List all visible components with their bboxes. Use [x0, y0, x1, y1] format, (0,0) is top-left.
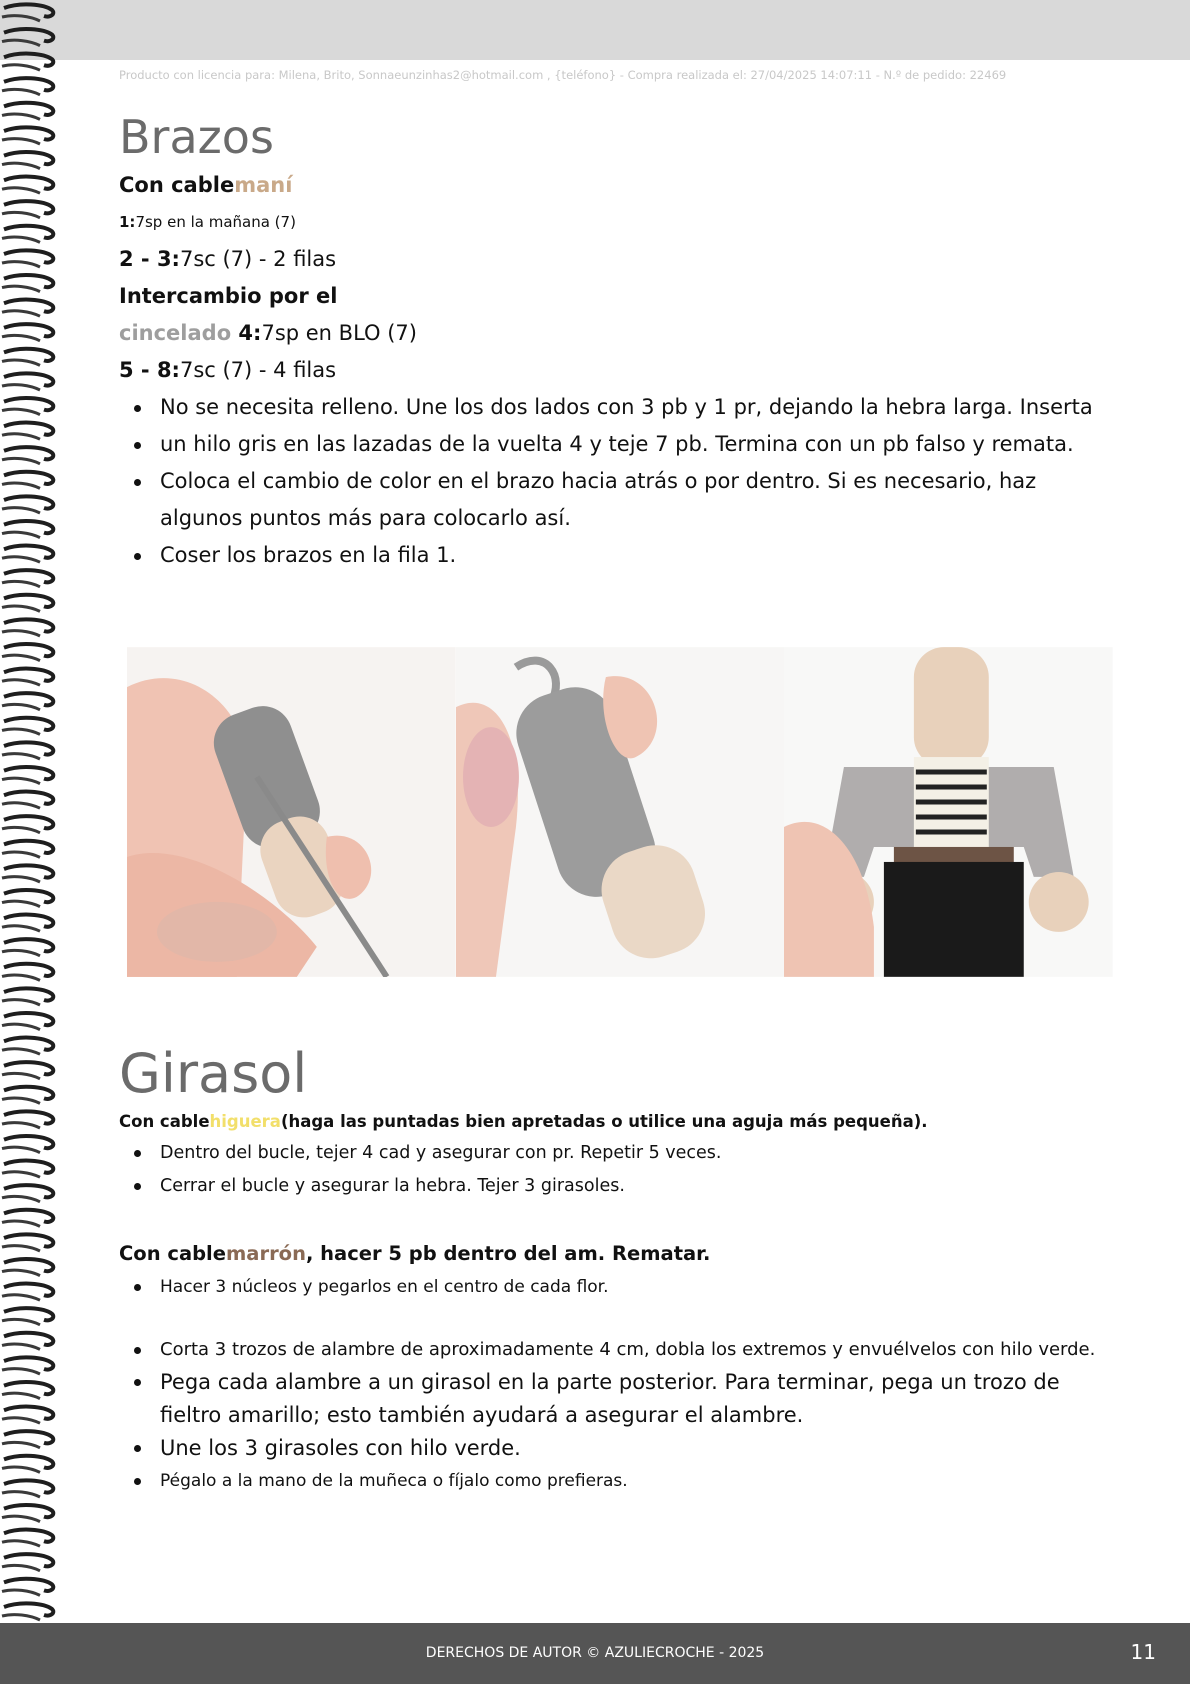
- list-item: un hilo gris en las lazadas de la vuelta 4 y teje 7 pb. Termina con un pb falso y remata.: [119, 426, 1119, 463]
- spiral-ring-shadow: [2, 65, 40, 70]
- spiral-ring-shadow: [2, 975, 40, 980]
- girasol-assembly-steps: [119, 1333, 1119, 1497]
- spiral-ring-shadow: [2, 508, 40, 513]
- spiral-ring-shadow: [2, 1246, 40, 1251]
- spiral-ring-shadow: [2, 1590, 40, 1595]
- brazos-row-4: cincelado 4:7sp en BLO (7): [119, 321, 417, 346]
- list-item: Cerrar el bucle y asegurar la hebra. Tejer 3 girasoles.: [119, 1170, 1119, 1203]
- list-item: Coloca el cambio de color en el brazo hacia atrás o por dentro. Si es necesario, haz algunos puntos más para colocarlo así.: [119, 463, 1119, 537]
- spiral-ring-shadow: [2, 1172, 40, 1177]
- girasol-center-steps: [119, 1271, 1119, 1303]
- girasol-title: Girasol: [119, 1042, 308, 1105]
- spiral-ring-shadow: [2, 458, 40, 463]
- brazos-photo-row: [127, 647, 1113, 977]
- list-item: Coser los brazos en la fila 1.: [119, 537, 1119, 574]
- spiral-ring-shadow: [2, 262, 40, 267]
- spiral-ring-shadow: [2, 803, 40, 808]
- spiral-ring-shadow: [2, 680, 40, 685]
- spiral-ring-shadow: [2, 1024, 40, 1029]
- page-footer: [0, 1623, 1190, 1684]
- spiral-ring-shadow: [2, 139, 40, 144]
- spiral-ring-shadow: [2, 901, 40, 906]
- list-item: Pégalo a la mano de la muñeca o fíjalo como prefieras.: [119, 1465, 1119, 1497]
- spiral-ring-shadow: [2, 114, 40, 119]
- brazos-row-2: 2 - 3:7sc (7) - 2 filas: [119, 247, 337, 272]
- spiral-ring-shadow: [2, 1442, 40, 1447]
- spiral-ring-shadow: [2, 655, 40, 660]
- spiral-ring-shadow: [2, 40, 40, 45]
- spiral-ring-shadow: [2, 754, 40, 759]
- spiral-ring-shadow: [2, 1492, 40, 1497]
- spiral-ring-shadow: [2, 188, 40, 193]
- spiral-ring-shadow: [2, 1073, 40, 1078]
- spiral-ring-shadow: [2, 89, 40, 94]
- spiral-ring-shadow: [2, 1147, 40, 1152]
- list-item: Corta 3 trozos de alambre de aproximadamente 4 cm, dobla los extremos y envuélvelos con hilo verde.: [119, 1333, 1119, 1366]
- spiral-ring-shadow: [2, 950, 40, 955]
- spiral-ring-shadow: [2, 1344, 40, 1349]
- page-header-band: [0, 0, 1190, 60]
- spiral-ring-shadow: [2, 16, 40, 21]
- spiral-ring-shadow: [2, 877, 40, 882]
- brazos-title: Brazos: [119, 110, 274, 164]
- brazos-row-1: 1:7sp en la mañana (7): [119, 213, 296, 232]
- brazos-row-5: 5 - 8:7sc (7) - 4 filas: [119, 358, 337, 383]
- copyright-notice: DERECHOS DE AUTOR © AZULIECROCHE - 2025: [425, 1645, 765, 1661]
- girasol-cable-line: Con cablehiguera(haga las puntadas bien apretadas o utilice una aguja más pequeña).: [119, 1111, 928, 1131]
- girasol-petal-steps: [119, 1137, 1119, 1203]
- brazos-instructions: [119, 389, 1119, 574]
- page-content: [119, 110, 1119, 574]
- spiral-ring-shadow: [2, 385, 40, 390]
- girasol-center-line: Con cablemarrón, hacer 5 pb dentro del am. Rematar.: [119, 1241, 711, 1265]
- spiral-ring-shadow: [2, 1270, 40, 1275]
- spiral-ring-shadow: [2, 163, 40, 168]
- spiral-ring-shadow: [2, 1098, 40, 1103]
- spiral-ring-shadow: [2, 1393, 40, 1398]
- spiral-ring-shadow: [2, 212, 40, 217]
- list-item: Une los 3 girasoles con hilo verde.: [119, 1432, 1119, 1465]
- spiral-ring-shadow: [2, 237, 40, 242]
- spiral-ring-shadow: [2, 1049, 40, 1054]
- girasol-section: [119, 1042, 1119, 1497]
- spiral-ring-shadow: [2, 557, 40, 562]
- spiral-ring-shadow: [2, 1295, 40, 1300]
- spiral-binding: [0, 0, 62, 1684]
- spiral-ring-shadow: [2, 1565, 40, 1570]
- spiral-ring-shadow: [2, 1418, 40, 1423]
- spiral-ring-shadow: [2, 1123, 40, 1128]
- spiral-ring-shadow: [2, 483, 40, 488]
- list-item: Dentro del bucle, tejer 4 cad y asegurar con pr. Repetir 5 veces.: [119, 1137, 1119, 1170]
- spiral-ring-shadow: [2, 409, 40, 414]
- list-item: Hacer 3 núcleos y pegarlos en el centro de cada flor.: [119, 1271, 1119, 1303]
- spiral-ring-shadow: [2, 606, 40, 611]
- list-item: Pega cada alambre a un girasol en la parte posterior. Para terminar, pega un trozo de fieltro amarillo; esto también ayudará a asegurar el alambre.: [119, 1366, 1119, 1432]
- page-number: 11: [1130, 1640, 1156, 1664]
- spiral-ring-shadow: [2, 729, 40, 734]
- spiral-ring-shadow: [2, 581, 40, 586]
- spiral-ring-shadow: [2, 532, 40, 537]
- spiral-ring-shadow: [2, 360, 40, 365]
- spiral-ring-shadow: [2, 311, 40, 316]
- spiral-ring-shadow: [2, 286, 40, 291]
- brazos-exchange: Intercambio por el: [119, 284, 338, 309]
- photo-finished-arm: [456, 647, 785, 977]
- spiral-ring-shadow: [2, 1196, 40, 1201]
- spiral-ring-shadow: [2, 631, 40, 636]
- spiral-ring-shadow: [2, 704, 40, 709]
- spiral-ring-shadow: [2, 1467, 40, 1472]
- spiral-ring-shadow: [2, 1541, 40, 1546]
- spiral-ring-shadow: [2, 1615, 40, 1620]
- spiral-ring-shadow: [2, 1319, 40, 1324]
- spiral-ring-shadow: [2, 1221, 40, 1226]
- spiral-ring-shadow: [2, 1369, 40, 1374]
- spiral-ring-shadow: [2, 827, 40, 832]
- spiral-ring-shadow: [2, 335, 40, 340]
- photo-sewing-arm: [127, 647, 456, 977]
- spiral-ring-shadow: [2, 926, 40, 931]
- photo-doll-with-jacket: [784, 647, 1113, 977]
- spiral-ring-shadow: [2, 434, 40, 439]
- license-notice: Producto con licencia para: Milena, Brito, Sonnaeunzinhas2@hotmail.com , {teléfono} - Compra realizada el: 27/04/2025 14:07:11 - N.º de pedido: 22469: [119, 68, 1007, 82]
- spiral-ring-shadow: [2, 852, 40, 857]
- spiral-ring-shadow: [2, 1516, 40, 1521]
- list-item: No se necesita relleno. Une los dos lados con 3 pb y 1 pr, dejando la hebra larga. Inserta: [119, 389, 1119, 426]
- brazos-cable-line: Con cablemaní: [119, 173, 293, 198]
- spiral-ring-shadow: [2, 778, 40, 783]
- spiral-ring-shadow: [2, 1000, 40, 1005]
